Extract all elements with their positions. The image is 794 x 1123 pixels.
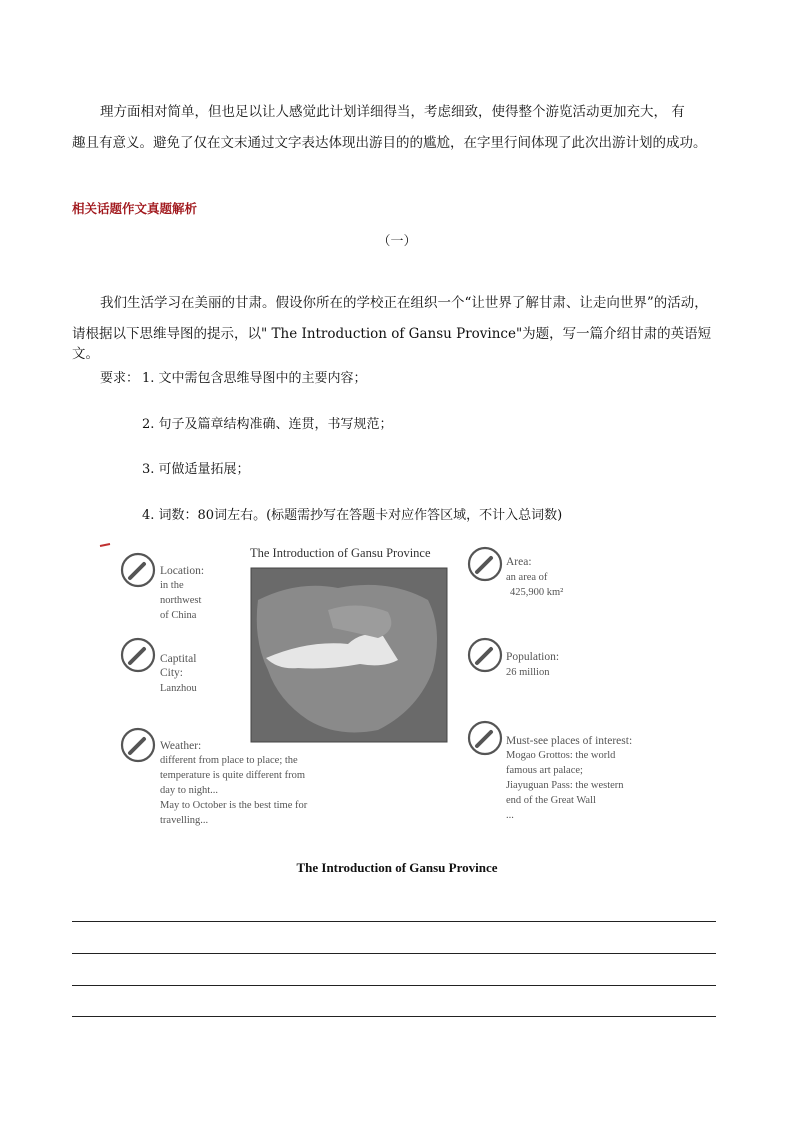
area-block: [506, 556, 563, 598]
pencil-icon: [469, 722, 501, 754]
weather-line: travelling...: [160, 815, 209, 826]
section-heading: 相关话题作文真题解析: [72, 201, 198, 216]
capital-label: Captital: [160, 653, 197, 665]
pencil-icon: [122, 639, 154, 671]
places-line: Jiayuguan Pass: the western: [506, 780, 624, 791]
weather-block: [160, 740, 308, 826]
population-line: 26 million: [506, 667, 550, 678]
places-line: Mogao Grottos: the world: [506, 750, 616, 761]
answer-line: [72, 1016, 716, 1017]
weather-line: May to October is the best time for: [160, 800, 308, 811]
location-line: of China: [160, 610, 197, 621]
requirement-3: 3. 可做适量拓展；: [142, 462, 250, 477]
places-line: end of the Great Wall: [506, 795, 596, 806]
places-line: famous art palace;: [506, 765, 583, 776]
section-number: （一）: [377, 234, 417, 249]
location-block: [160, 565, 204, 621]
answer-line: [72, 985, 716, 986]
pencil-icon: [122, 554, 154, 586]
weather-label: Weather:: [160, 740, 202, 752]
weather-line: temperature is quite different from: [160, 770, 306, 781]
population-label: Population:: [506, 651, 560, 663]
intro-line-2: 趣且有意义。避免了仅在文末通过文字表达体现出游目的的尴尬，在字里行间体现了此次出游计划的成功。: [72, 135, 707, 151]
area-label: Area:: [506, 556, 532, 568]
prompt-line-1: 我们生活学习在美丽的甘肃。假设你所在的学校正在组织一个“让世界了解甘肃、让走向世界”的活动，: [100, 295, 708, 311]
places-line: ...: [506, 810, 514, 821]
requirement-2: 2. 句子及篇章结构准确、连贯，书写规范；: [142, 417, 393, 432]
requirements-label: 要求：: [100, 371, 140, 386]
pencil-icon: [469, 639, 501, 671]
population-block: [506, 651, 559, 678]
location-line: in the: [160, 580, 184, 591]
mindmap-figure: [98, 540, 660, 832]
prompt-line-2: 请根据以下思维导图的提示，以" The Introduction of Gansu Province"为题，写一篇介绍甘肃的英语短文。: [72, 326, 712, 362]
answer-line: [72, 953, 716, 954]
pencil-icon: [469, 548, 501, 580]
mindmap-title: The Introduction of Gansu Province: [250, 546, 431, 560]
corner-mark: [100, 544, 110, 546]
area-line: 425,900 km²: [510, 587, 564, 598]
china-map-image: [251, 568, 447, 742]
intro-line-1: 理方面相对简单，但也足以让人感觉此计划详细得当，考虑细致，使得整个游览活动更加充大， 有: [100, 104, 685, 120]
capital-line: City:: [160, 667, 184, 679]
capital-line: Lanzhou: [160, 683, 197, 694]
answer-line: [72, 921, 716, 922]
essay-title: The Introduction of Gansu Province: [296, 860, 498, 875]
requirement-1: 1. 文中需包含思维导图中的主要内容；: [142, 371, 367, 386]
location-line: northwest: [160, 595, 202, 606]
location-label: Location:: [160, 565, 205, 577]
area-line: an area of: [506, 572, 548, 583]
weather-line: different from place to place; the: [160, 755, 298, 766]
weather-line: day to night...: [160, 785, 219, 796]
requirement-4: 4. 词数：80词左右。(标题需抄写在答题卡对应作答区域，不计入总词数): [142, 508, 563, 523]
capital-block: [160, 653, 197, 694]
pencil-icon: [122, 729, 154, 761]
places-label: Must-see places of interest:: [506, 735, 633, 747]
places-block: [506, 735, 632, 821]
